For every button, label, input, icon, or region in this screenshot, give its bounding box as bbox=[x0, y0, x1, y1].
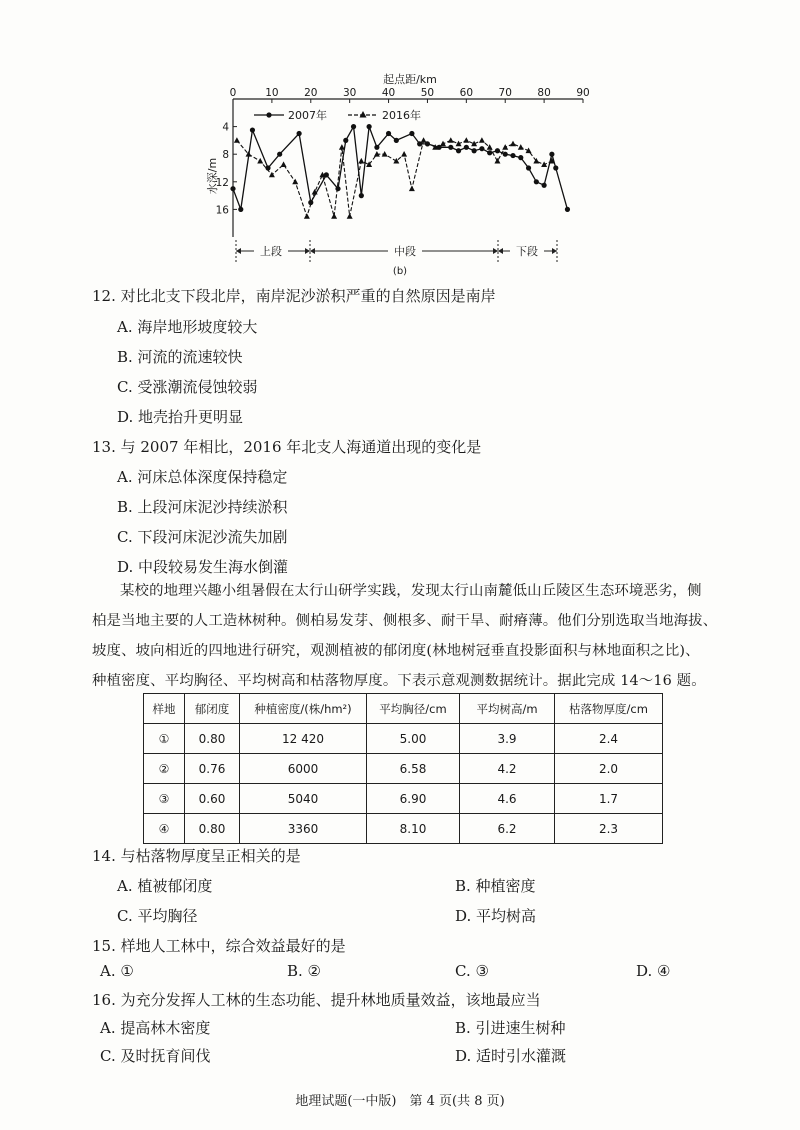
q16-option-a: A. 提高林木密度 bbox=[100, 1019, 211, 1037]
legend-2007-marker bbox=[266, 112, 271, 117]
q12-option-d: D. 地壳抬升更明显 bbox=[117, 408, 244, 426]
figure-caption: (b) bbox=[392, 266, 408, 277]
table-cell: 5.00 bbox=[367, 724, 460, 754]
legend-2016-label: 2016年 bbox=[382, 109, 421, 122]
q12-option-b: B. 河流的流速较快 bbox=[117, 348, 243, 366]
series-2016-point bbox=[409, 186, 415, 192]
series-2007-point bbox=[417, 141, 422, 146]
q13-option-a: A. 河床总体深度保持稳定 bbox=[117, 468, 288, 486]
x-axis-title: 起点距/km bbox=[383, 73, 437, 86]
table-cell: 0.76 bbox=[185, 754, 240, 784]
q12-option-a: A. 海岸地形坡度较大 bbox=[117, 318, 258, 336]
series-2016-point bbox=[331, 213, 337, 219]
passage-line: 某校的地理兴趣小组暑假在太行山研学实践，发现太行山南麓低山丘陵区生态环境恶劣，侧 bbox=[120, 583, 702, 599]
series-2016-point bbox=[502, 144, 508, 150]
table-cell: 6.58 bbox=[367, 754, 460, 784]
table-cell: 4.2 bbox=[460, 754, 555, 784]
x-tick-labels bbox=[230, 87, 590, 99]
series-2007-point bbox=[565, 207, 570, 212]
y-tick-label: 8 bbox=[222, 149, 229, 162]
q12-stem: 12. 对比北支下段北岸，南岸泥沙淤积严重的自然原因是南岸 bbox=[92, 287, 496, 305]
q13-stem: 13. 与 2007 年相比，2016 年北支人海通道出现的变化是 bbox=[92, 438, 482, 456]
series-2007-point bbox=[409, 131, 414, 136]
series-2007-point bbox=[230, 186, 235, 191]
series-2007-point bbox=[374, 145, 379, 150]
series-2016-point bbox=[234, 137, 240, 143]
table-cell: 2.0 bbox=[555, 754, 663, 784]
series-2007-line bbox=[233, 127, 567, 210]
series-2007-point bbox=[542, 183, 547, 188]
series-2007-point bbox=[495, 148, 500, 153]
series-2016-point bbox=[281, 161, 287, 167]
col-header: 枯落物厚度/cm bbox=[555, 694, 663, 724]
q16-option-d: D. 适时引水灌溉 bbox=[455, 1047, 567, 1065]
y-tick-label: 16 bbox=[215, 204, 229, 217]
series-2007-point bbox=[464, 145, 469, 150]
table-cell: 2.3 bbox=[555, 814, 663, 844]
table-cell: 3.9 bbox=[460, 724, 555, 754]
series-2016-point bbox=[421, 137, 427, 143]
series-2016-point bbox=[518, 144, 524, 150]
table-cell: 3360 bbox=[240, 814, 367, 844]
passage-line: 柏是当地主要的人工造林树种。侧柏易发芽、侧根多、耐干旱、耐瘠薄。他们分别选取当地海拔、 bbox=[92, 613, 718, 629]
table-row bbox=[144, 754, 663, 784]
series-2007-point bbox=[265, 165, 270, 170]
passage-line: 坡度、坡向相近的四地进行研究，观测植被的郁闭度(林地树冠垂直投影面积与林地面积之比)、 bbox=[92, 643, 700, 659]
q14-option-d: D. 平均树高 bbox=[455, 907, 537, 925]
q16-option-c: C. 及时抚育间伐 bbox=[100, 1047, 211, 1065]
x-tick-label: 80 bbox=[537, 87, 551, 99]
x-tick-label: 30 bbox=[342, 87, 357, 99]
section-lower: 下段 bbox=[516, 245, 538, 258]
series-2007-point bbox=[503, 152, 508, 157]
y-tick-label: 4 bbox=[222, 121, 229, 134]
table-cell: ④ bbox=[144, 814, 185, 844]
x-tick-label: 10 bbox=[265, 87, 279, 99]
table-cell: 0.80 bbox=[185, 724, 240, 754]
series-2007-point bbox=[386, 131, 391, 136]
x-tick-label: 70 bbox=[498, 87, 512, 99]
series-2007-point bbox=[343, 138, 348, 143]
col-header: 平均胸径/cm bbox=[367, 694, 460, 724]
series-2007-point bbox=[277, 152, 282, 157]
table-cell: 12 420 bbox=[240, 724, 367, 754]
series-2016-point bbox=[401, 151, 407, 157]
table-cell: 1.7 bbox=[555, 784, 663, 814]
series-2016-point bbox=[269, 172, 275, 178]
series-2007-point bbox=[367, 124, 372, 129]
table-cell: ① bbox=[144, 724, 185, 754]
x-tick-label: 20 bbox=[304, 87, 318, 99]
legend-2007-label: 2007年 bbox=[288, 109, 327, 122]
table-row bbox=[144, 724, 663, 754]
col-header: 样地 bbox=[144, 694, 185, 724]
table-row bbox=[144, 784, 663, 814]
q14-option-c: C. 平均胸径 bbox=[117, 907, 198, 925]
series-2007-point bbox=[335, 186, 340, 191]
observation-table bbox=[143, 693, 663, 844]
legend bbox=[254, 108, 421, 122]
q14-option-b: B. 种植密度 bbox=[455, 877, 536, 895]
series-2007-point bbox=[324, 172, 329, 177]
series-2016-point bbox=[463, 137, 469, 143]
series-2016-point bbox=[479, 137, 485, 143]
legend-2016-marker bbox=[360, 111, 367, 118]
q13-option-b: B. 上段河床泥沙持续淤积 bbox=[117, 498, 288, 516]
series-2016 bbox=[234, 137, 555, 219]
q15-option-c: C. ③ bbox=[455, 962, 489, 980]
series-2016-point bbox=[358, 158, 364, 164]
table-cell: 5040 bbox=[240, 784, 367, 814]
x-tick-label: 0 bbox=[229, 87, 237, 99]
series-2007-point bbox=[359, 193, 364, 198]
y-axis-title: 水深/m bbox=[206, 157, 219, 195]
water-depth-chart bbox=[180, 72, 610, 282]
table-header-row bbox=[144, 694, 663, 724]
q14-stem: 14. 与枯落物厚度呈正相关的是 bbox=[92, 847, 301, 865]
passage bbox=[92, 576, 732, 696]
series-2007-point bbox=[308, 200, 313, 205]
q14-option-a: A. 植被郁闭度 bbox=[117, 877, 213, 895]
series-2016-point bbox=[292, 179, 298, 185]
table-cell: 6000 bbox=[240, 754, 367, 784]
q13-option-d: D. 中段较易发生海水倒灌 bbox=[117, 558, 289, 576]
col-header: 种植密度/(株/hm²) bbox=[240, 694, 367, 724]
table-row bbox=[144, 814, 663, 844]
y-tick-label: 12 bbox=[215, 176, 229, 189]
q16-option-b: B. 引进速生树种 bbox=[455, 1019, 566, 1037]
col-header: 郁闭度 bbox=[185, 694, 240, 724]
q12-option-c: C. 受涨潮流侵蚀较弱 bbox=[117, 378, 258, 396]
x-tick-label: 40 bbox=[381, 87, 396, 99]
table-cell: 0.80 bbox=[185, 814, 240, 844]
q15-option-d: D. ④ bbox=[636, 962, 671, 980]
series-2007-point bbox=[549, 152, 554, 157]
table-cell: 6.90 bbox=[367, 784, 460, 814]
section-middle: 中段 bbox=[394, 245, 416, 258]
series-2007-point bbox=[518, 155, 523, 160]
series-2007-point bbox=[394, 138, 399, 143]
series-2007-point bbox=[456, 148, 461, 153]
table-cell: 0.60 bbox=[185, 784, 240, 814]
series-2007-point bbox=[526, 165, 531, 170]
q13-option-c: C. 下段河床泥沙流失加剧 bbox=[117, 528, 288, 546]
series-2007-point bbox=[534, 179, 539, 184]
passage-line: 种植密度、平均胸径、平均树高和枯落物厚度。下表示意观测数据统计。据此完成 14～16 题。 bbox=[92, 673, 706, 689]
q15-option-b: B. ② bbox=[287, 962, 322, 980]
q16-stem: 16. 为充分发挥人工林的生态功能、提升林地质量效益，该地最应当 bbox=[92, 991, 541, 1009]
x-tick-label: 60 bbox=[459, 87, 474, 99]
series-2016-point bbox=[304, 213, 310, 219]
series-2016-point bbox=[257, 158, 263, 164]
series-2007-point bbox=[472, 148, 477, 153]
series-2007-point bbox=[238, 207, 243, 212]
series-2016-point bbox=[494, 158, 500, 164]
series-2007-point bbox=[351, 124, 356, 129]
table-cell: 4.6 bbox=[460, 784, 555, 814]
series-2016-point bbox=[448, 137, 454, 143]
series-2007 bbox=[230, 124, 570, 212]
series-2007-point bbox=[487, 150, 492, 155]
section-upper: 上段 bbox=[260, 245, 282, 258]
series-2007-point bbox=[437, 145, 442, 150]
series-2007-point bbox=[425, 141, 430, 146]
q15-stem: 15. 样地人工林中，综合效益最好的是 bbox=[92, 937, 346, 955]
table-cell: ③ bbox=[144, 784, 185, 814]
series-2007-point bbox=[448, 145, 453, 150]
table-cell: 8.10 bbox=[367, 814, 460, 844]
page-footer: 地理试题(一中版) 第 4 页(共 8 页) bbox=[295, 1094, 505, 1109]
series-2007-point bbox=[250, 127, 255, 132]
x-tick-label: 50 bbox=[420, 87, 435, 99]
series-2007-point bbox=[479, 146, 484, 151]
x-tick-label: 90 bbox=[576, 87, 590, 99]
table-cell: ② bbox=[144, 754, 185, 784]
table-cell: 6.2 bbox=[460, 814, 555, 844]
series-2007-point bbox=[553, 165, 558, 170]
col-header: 平均树高/m bbox=[460, 694, 555, 724]
series-2016-point bbox=[347, 213, 353, 219]
table-cell: 2.4 bbox=[555, 724, 663, 754]
series-2007-point bbox=[510, 153, 515, 158]
section-bracket bbox=[236, 240, 557, 262]
q15-option-a: A. ① bbox=[100, 962, 134, 980]
series-2007-point bbox=[297, 131, 302, 136]
series-2016-point bbox=[510, 141, 516, 147]
